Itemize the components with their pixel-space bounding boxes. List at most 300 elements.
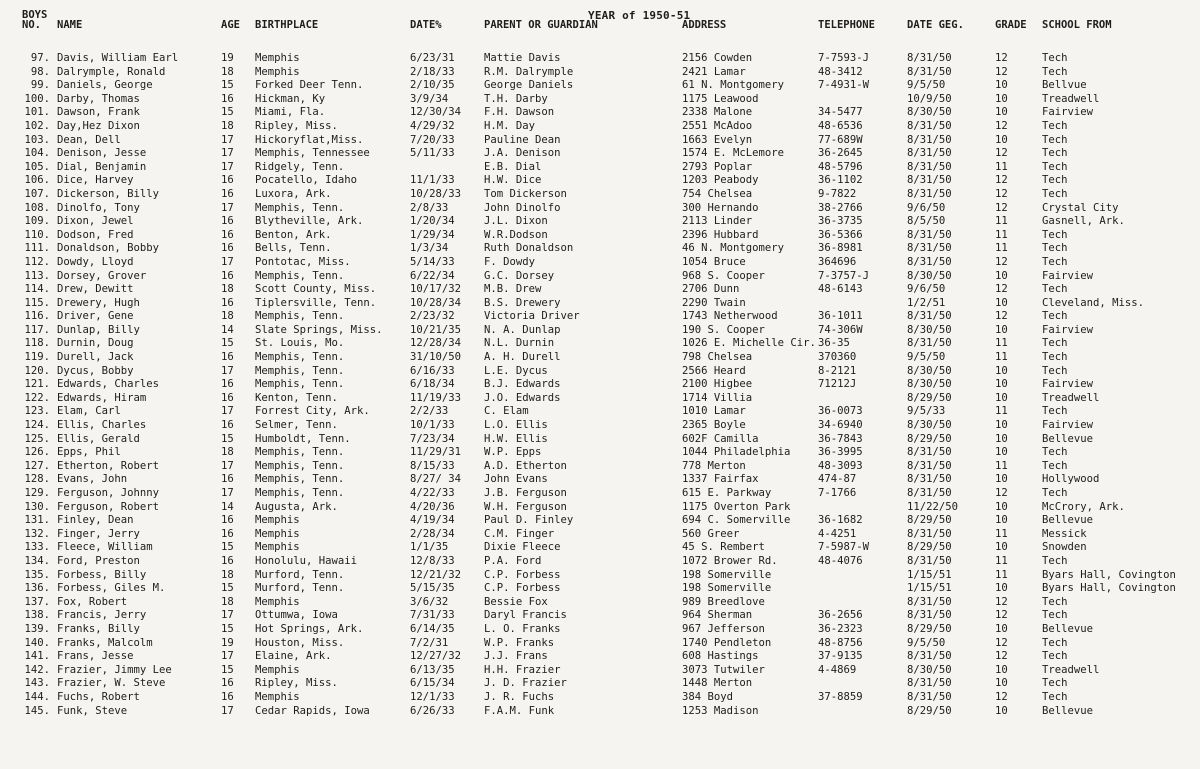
student-name-cell: Ellis, Gerald xyxy=(57,432,140,445)
address-cell: 3073 Tutwiler xyxy=(682,663,765,676)
birthplace-cell: Elaine, Ark. xyxy=(255,650,332,663)
student-name-cell: Ferguson, Johnny xyxy=(57,487,160,499)
table-row xyxy=(0,365,1200,379)
row-number-cell: 105. xyxy=(24,160,50,173)
school-from-cell: Tech xyxy=(1042,446,1068,459)
address-cell: 2100 Higbee xyxy=(682,378,753,391)
grade-cell: 10 xyxy=(995,323,1008,336)
parent-guardian-cell: J. R. Fuchs xyxy=(484,690,555,703)
table-row xyxy=(0,446,1200,460)
telephone-cell: 48-4076 xyxy=(818,554,863,567)
row-number-cell: 108. xyxy=(24,201,50,214)
date-registered-cell: 8/31/50 xyxy=(907,65,952,78)
row-number-cell: 126. xyxy=(24,446,50,459)
school-from-cell: Fairview xyxy=(1042,419,1094,432)
table-row xyxy=(0,691,1200,705)
header-boys: BOYS xyxy=(22,9,48,21)
birthplace-cell: Memphis, Tenn. xyxy=(255,364,345,377)
date-registered-cell: 9/5/50 xyxy=(907,636,946,649)
telephone-cell: 36-8981 xyxy=(818,242,863,255)
age-cell: 17 xyxy=(221,487,234,499)
school-from-cell: Tech xyxy=(1042,650,1068,663)
header-address: ADDRESS xyxy=(682,19,727,31)
parent-guardian-cell: W.P. Franks xyxy=(484,636,555,649)
date-registered-cell: 8/31/50 xyxy=(907,187,952,200)
school-from-cell: Byars Hall, Covington xyxy=(1042,568,1176,581)
birth-date-cell: 7/2/31 xyxy=(410,636,449,649)
row-number-cell: 140. xyxy=(24,636,50,649)
student-name-cell: Francis, Jerry xyxy=(57,609,147,622)
birthplace-cell: Miami, Fla. xyxy=(255,106,326,119)
grade-cell: 12 xyxy=(995,147,1008,160)
parent-guardian-cell: W.H. Ferguson xyxy=(484,500,567,513)
student-name-cell: Forbess, Giles M. xyxy=(57,582,166,595)
row-number-cell: 131. xyxy=(24,514,50,527)
birthplace-cell: Blytheville, Ark. xyxy=(255,215,364,228)
address-cell: 602F Camilla xyxy=(682,432,759,445)
date-registered-cell: 8/31/50 xyxy=(907,446,952,459)
address-cell: 2551 McAdoo xyxy=(682,119,753,132)
birth-date-cell: 4/20/36 xyxy=(410,500,455,513)
address-cell: 754 Chelsea xyxy=(682,187,753,200)
birth-date-cell: 3/9/34 xyxy=(410,92,449,105)
birth-date-cell: 12/30/34 xyxy=(410,106,462,119)
student-name-cell: Fuchs, Robert xyxy=(57,690,140,703)
student-name-cell: Day,Hez Dixon xyxy=(57,119,140,132)
telephone-cell: 36-7843 xyxy=(818,432,863,445)
grade-cell: 10 xyxy=(995,391,1008,404)
telephone-cell: 8-2121 xyxy=(818,364,857,377)
school-from-cell: Tech xyxy=(1042,677,1068,690)
birth-date-cell: 8/27/ 34 xyxy=(410,473,462,486)
address-cell: 964 Sherman xyxy=(682,609,753,622)
age-cell: 16 xyxy=(221,391,234,404)
parent-guardian-cell: C. Elam xyxy=(484,405,529,418)
row-number-cell: 116. xyxy=(24,310,50,323)
student-name-cell: Dawson, Frank xyxy=(57,106,140,119)
parent-guardian-cell: C.P. Forbess xyxy=(484,568,561,581)
telephone-cell: 474-87 xyxy=(818,473,857,486)
school-from-cell: Fairview xyxy=(1042,323,1094,336)
age-cell: 17 xyxy=(221,405,234,418)
age-cell: 16 xyxy=(221,174,234,187)
row-number-cell: 117. xyxy=(24,323,50,336)
age-cell: 17 xyxy=(221,364,234,377)
student-name-cell: Franks, Malcolm xyxy=(57,636,153,649)
age-cell: 18 xyxy=(221,310,234,323)
telephone-cell: 48-8756 xyxy=(818,636,863,649)
date-registered-cell: 8/30/50 xyxy=(907,364,952,377)
parent-guardian-cell: F. Dowdy xyxy=(484,255,536,268)
row-number-cell: 121. xyxy=(24,378,50,391)
date-registered-cell: 1/2/51 xyxy=(907,296,946,309)
parent-guardian-cell: B.S. Drewery xyxy=(484,296,561,309)
date-registered-cell: 8/30/50 xyxy=(907,419,952,432)
birth-date-cell: 1/3/34 xyxy=(410,242,449,255)
row-number-cell: 138. xyxy=(24,609,50,622)
age-cell: 17 xyxy=(221,459,234,472)
date-registered-cell: 8/31/50 xyxy=(907,160,952,173)
birthplace-cell: Murford, Tenn. xyxy=(255,582,345,595)
student-name-cell: Driver, Gene xyxy=(57,310,134,323)
birth-date-cell: 2/10/35 xyxy=(410,79,455,92)
date-registered-cell: 11/22/50 xyxy=(907,500,959,513)
row-number-cell: 128. xyxy=(24,473,50,486)
grade-cell: 11 xyxy=(995,351,1008,364)
table-row xyxy=(0,93,1200,107)
date-registered-cell: 8/31/50 xyxy=(907,133,952,146)
header-date: DATE% xyxy=(410,19,442,31)
date-registered-cell: 8/31/50 xyxy=(907,677,952,690)
parent-guardian-cell: L.E. Dycus xyxy=(484,364,548,377)
age-cell: 18 xyxy=(221,568,234,581)
date-registered-cell: 8/31/50 xyxy=(907,147,952,160)
table-row xyxy=(0,637,1200,651)
telephone-cell: 36-5366 xyxy=(818,228,863,241)
student-name-cell: Ford, Preston xyxy=(57,554,140,567)
row-number-cell: 122. xyxy=(24,391,50,404)
row-number-cell: 133. xyxy=(24,541,50,554)
birth-date-cell: 6/13/35 xyxy=(410,663,455,676)
table-row xyxy=(0,270,1200,284)
parent-guardian-cell: A.D. Etherton xyxy=(484,459,567,472)
school-from-cell: Snowden xyxy=(1042,541,1087,554)
birthplace-cell: Slate Springs, Miss. xyxy=(255,323,383,336)
table-row xyxy=(0,337,1200,351)
school-from-cell: Messick xyxy=(1042,527,1087,540)
parent-guardian-cell: A. H. Durell xyxy=(484,351,561,364)
school-from-cell: Tech xyxy=(1042,310,1068,323)
birth-date-cell: 1/20/34 xyxy=(410,215,455,228)
parent-guardian-cell: R.M. Dalrymple xyxy=(484,65,574,78)
school-from-cell: Tech xyxy=(1042,174,1068,187)
birthplace-cell: Memphis, Tenn. xyxy=(255,269,345,282)
age-cell: 16 xyxy=(221,296,234,309)
age-cell: 19 xyxy=(221,52,234,64)
birth-date-cell: 12/27/32 xyxy=(410,650,462,663)
birthplace-cell: Memphis, Tennessee xyxy=(255,147,370,160)
age-cell: 15 xyxy=(221,663,234,676)
parent-guardian-cell: N.L. Durnin xyxy=(484,337,555,350)
age-cell: 15 xyxy=(221,79,234,92)
grade-cell: 10 xyxy=(995,378,1008,391)
table-row xyxy=(0,324,1200,338)
age-cell: 17 xyxy=(221,133,234,146)
grade-cell: 11 xyxy=(995,554,1008,567)
student-name-cell: Dodson, Fred xyxy=(57,228,134,241)
telephone-cell: 34-6940 xyxy=(818,419,863,432)
address-cell: 2396 Hubbard xyxy=(682,228,759,241)
table-row xyxy=(0,541,1200,555)
date-registered-cell: 9/5/33 xyxy=(907,405,946,418)
age-cell: 18 xyxy=(221,65,234,78)
birth-date-cell: 6/14/35 xyxy=(410,622,455,635)
parent-guardian-cell: J.J. Frans xyxy=(484,650,548,663)
telephone-cell: 37-9135 xyxy=(818,650,863,663)
address-cell: 1203 Peabody xyxy=(682,174,759,187)
birthplace-cell: Kenton, Tenn. xyxy=(255,391,338,404)
student-name-cell: Dinolfo, Tony xyxy=(57,201,140,214)
school-from-cell: Tech xyxy=(1042,119,1068,132)
row-number-cell: 106. xyxy=(24,174,50,187)
date-registered-cell: 8/31/50 xyxy=(907,487,952,499)
row-number-cell: 137. xyxy=(24,595,50,608)
student-name-cell: Dixon, Jewel xyxy=(57,215,134,228)
date-registered-cell: 8/30/50 xyxy=(907,323,952,336)
grade-cell: 10 xyxy=(995,432,1008,445)
student-name-cell: Evans, John xyxy=(57,473,128,486)
table-row xyxy=(0,79,1200,93)
grade-cell: 10 xyxy=(995,79,1008,92)
birthplace-cell: Hickoryflat,Miss. xyxy=(255,133,364,146)
school-from-cell: Treadwell xyxy=(1042,391,1100,404)
grade-cell: 11 xyxy=(995,160,1008,173)
table-row xyxy=(0,174,1200,188)
table-row xyxy=(0,501,1200,515)
grade-cell: 11 xyxy=(995,337,1008,350)
student-name-cell: Dickerson, Billy xyxy=(57,187,160,200)
birthplace-cell: Scott County, Miss. xyxy=(255,283,377,296)
table-row xyxy=(0,569,1200,583)
address-cell: 1740 Pendleton xyxy=(682,636,772,649)
age-cell: 16 xyxy=(221,378,234,391)
address-cell: 1072 Brower Rd. xyxy=(682,554,778,567)
age-cell: 16 xyxy=(221,690,234,703)
grade-cell: 12 xyxy=(995,690,1008,703)
telephone-cell: 7-1766 xyxy=(818,487,857,499)
parent-guardian-cell: Dixie Fleece xyxy=(484,541,561,554)
grade-cell: 12 xyxy=(995,65,1008,78)
birth-date-cell: 6/22/34 xyxy=(410,269,455,282)
grade-cell: 12 xyxy=(995,187,1008,200)
date-registered-cell: 8/31/50 xyxy=(907,595,952,608)
telephone-cell: 36-2323 xyxy=(818,622,863,635)
table-row xyxy=(0,596,1200,610)
date-registered-cell: 8/31/50 xyxy=(907,52,952,64)
grade-cell: 10 xyxy=(995,473,1008,486)
birthplace-cell: Ripley, Miss. xyxy=(255,119,338,132)
grade-cell: 12 xyxy=(995,174,1008,187)
age-cell: 14 xyxy=(221,500,234,513)
student-name-cell: Dorsey, Grover xyxy=(57,269,147,282)
grade-cell: 12 xyxy=(995,636,1008,649)
table-row xyxy=(0,528,1200,542)
age-cell: 15 xyxy=(221,582,234,595)
date-registered-cell: 8/31/50 xyxy=(907,459,952,472)
birth-date-cell: 8/15/33 xyxy=(410,459,455,472)
address-cell: 1574 E. McLemore xyxy=(682,147,785,160)
year-title: YEAR of 1950-51 xyxy=(588,9,691,22)
table-row xyxy=(0,134,1200,148)
birthplace-cell: Memphis, Tenn. xyxy=(255,487,345,499)
parent-guardian-cell: J.O. Edwards xyxy=(484,391,561,404)
student-name-cell: Durnin, Doug xyxy=(57,337,134,350)
grade-cell: 10 xyxy=(995,133,1008,146)
school-from-cell: Bellvue xyxy=(1042,79,1087,92)
row-number-cell: 107. xyxy=(24,187,50,200)
row-number-cell: 99. xyxy=(30,79,50,92)
birth-date-cell: 3/6/32 xyxy=(410,595,449,608)
school-from-cell: Bellevue xyxy=(1042,514,1094,527)
birthplace-cell: Memphis xyxy=(255,690,300,703)
birthplace-cell: Augusta, Ark. xyxy=(255,500,338,513)
address-cell: 1743 Netherwood xyxy=(682,310,778,323)
student-name-cell: Edwards, Charles xyxy=(57,378,160,391)
school-from-cell: Tech xyxy=(1042,595,1068,608)
birthplace-cell: Memphis, Tenn. xyxy=(255,378,345,391)
address-cell: 1714 Villia xyxy=(682,391,753,404)
row-number-cell: 120. xyxy=(24,364,50,377)
parent-guardian-cell: Paul D. Finley xyxy=(484,514,574,527)
date-registered-cell: 10/9/50 xyxy=(907,92,952,105)
age-cell: 16 xyxy=(221,187,234,200)
school-from-cell: Byars Hall, Covington xyxy=(1042,582,1176,595)
student-name-cell: Daniels, George xyxy=(57,79,153,92)
grade-cell: 12 xyxy=(995,119,1008,132)
school-from-cell: Fairview xyxy=(1042,269,1094,282)
school-from-cell: McCrory, Ark. xyxy=(1042,500,1125,513)
birth-date-cell: 11/19/33 xyxy=(410,391,462,404)
date-registered-cell: 8/31/50 xyxy=(907,609,952,622)
birth-date-cell: 4/22/33 xyxy=(410,487,455,499)
address-cell: 2706 Dunn xyxy=(682,283,740,296)
student-name-cell: Darby, Thomas xyxy=(57,92,140,105)
birth-date-cell: 10/28/34 xyxy=(410,296,462,309)
grade-cell: 11 xyxy=(995,459,1008,472)
school-from-cell: Tech xyxy=(1042,609,1068,622)
address-cell: 1663 Evelyn xyxy=(682,133,753,146)
table-row xyxy=(0,582,1200,596)
table-row xyxy=(0,106,1200,120)
school-from-cell: Treadwell xyxy=(1042,663,1100,676)
date-registered-cell: 8/31/50 xyxy=(907,650,952,663)
school-from-cell: Tech xyxy=(1042,337,1068,350)
address-cell: 2290 Twain xyxy=(682,296,746,309)
address-cell: 1175 Leawood xyxy=(682,92,759,105)
age-cell: 18 xyxy=(221,119,234,132)
table-row xyxy=(0,256,1200,270)
birth-date-cell: 12/21/32 xyxy=(410,568,462,581)
date-registered-cell: 8/31/50 xyxy=(907,337,952,350)
date-registered-cell: 8/29/50 xyxy=(907,432,952,445)
row-number-cell: 134. xyxy=(24,554,50,567)
address-cell: 968 S. Cooper xyxy=(682,269,765,282)
row-number-cell: 113. xyxy=(24,269,50,282)
telephone-cell: 7-3757-J xyxy=(818,269,870,282)
table-row xyxy=(0,283,1200,297)
column-header-row xyxy=(0,8,1200,36)
parent-guardian-cell: Ruth Donaldson xyxy=(484,242,574,255)
header-age: AGE xyxy=(221,19,240,31)
date-registered-cell: 8/31/50 xyxy=(907,255,952,268)
school-from-cell: Tech xyxy=(1042,65,1068,78)
address-cell: 384 Boyd xyxy=(682,690,734,703)
header-no: NO. xyxy=(22,19,41,31)
parent-guardian-cell: George Daniels xyxy=(484,79,574,92)
birth-date-cell: 1/1/35 xyxy=(410,541,449,554)
telephone-cell: 7-5987-W xyxy=(818,541,870,554)
student-name-cell: Denison, Jesse xyxy=(57,147,147,160)
age-cell: 18 xyxy=(221,446,234,459)
telephone-cell: 48-3412 xyxy=(818,65,863,78)
row-number-cell: 100. xyxy=(24,92,50,105)
age-cell: 19 xyxy=(221,636,234,649)
table-row xyxy=(0,229,1200,243)
row-number-cell: 114. xyxy=(24,283,50,296)
birthplace-cell: Memphis xyxy=(255,52,300,64)
parent-guardian-cell: L. O. Franks xyxy=(484,622,561,635)
address-cell: 198 Somerville xyxy=(682,582,772,595)
birthplace-cell: Memphis xyxy=(255,541,300,554)
address-cell: 798 Chelsea xyxy=(682,351,753,364)
birth-date-cell: 5/11/33 xyxy=(410,147,455,160)
grade-cell: 12 xyxy=(995,595,1008,608)
student-name-cell: Forbess, Billy xyxy=(57,568,147,581)
address-cell: 2113 Linder xyxy=(682,215,753,228)
row-number-cell: 110. xyxy=(24,228,50,241)
grade-cell: 10 xyxy=(995,446,1008,459)
telephone-cell: 77-689W xyxy=(818,133,863,146)
parent-guardian-cell: C.P. Forbess xyxy=(484,582,561,595)
student-name-cell: Epps, Phil xyxy=(57,446,121,459)
telephone-cell: 36-1011 xyxy=(818,310,863,323)
birth-date-cell: 6/16/33 xyxy=(410,364,455,377)
address-cell: 1448 Merton xyxy=(682,677,753,690)
address-cell: 45 S. Rembert xyxy=(682,541,765,554)
parent-guardian-cell: F.H. Dawson xyxy=(484,106,555,119)
row-number-cell: 115. xyxy=(24,296,50,309)
age-cell: 17 xyxy=(221,147,234,160)
telephone-cell: 74-306W xyxy=(818,323,863,336)
birthplace-cell: Memphis xyxy=(255,514,300,527)
birthplace-cell: Cedar Rapids, Iowa xyxy=(255,704,370,717)
row-number-cell: 125. xyxy=(24,432,50,445)
student-name-cell: Ellis, Charles xyxy=(57,419,147,432)
birth-date-cell: 1/29/34 xyxy=(410,228,455,241)
school-from-cell: Gasnell, Ark. xyxy=(1042,215,1125,228)
birthplace-cell: Hot Springs, Ark. xyxy=(255,622,364,635)
birth-date-cell: 4/29/32 xyxy=(410,119,455,132)
birthplace-cell: St. Louis, Mo. xyxy=(255,337,345,350)
age-cell: 16 xyxy=(221,242,234,255)
student-name-cell: Edwards, Hiram xyxy=(57,391,147,404)
table-row xyxy=(0,460,1200,474)
student-name-cell: Dycus, Bobby xyxy=(57,364,134,377)
student-name-cell: Drewery, Hugh xyxy=(57,296,140,309)
student-name-cell: Davis, William Earl xyxy=(57,52,179,64)
grade-cell: 12 xyxy=(995,310,1008,323)
age-cell: 16 xyxy=(221,351,234,364)
row-number-cell: 112. xyxy=(24,255,50,268)
row-number-cell: 141. xyxy=(24,650,50,663)
student-name-cell: Drew, Dewitt xyxy=(57,283,134,296)
address-cell: 2421 Lamar xyxy=(682,65,746,78)
school-from-cell: Tech xyxy=(1042,364,1068,377)
telephone-cell: 36-35 xyxy=(818,337,850,350)
birth-date-cell: 11/29/31 xyxy=(410,446,462,459)
birth-date-cell: 2/2/33 xyxy=(410,405,449,418)
row-number-cell: 101. xyxy=(24,106,50,119)
table-row xyxy=(0,297,1200,311)
table-row xyxy=(0,514,1200,528)
table-row xyxy=(0,433,1200,447)
birthplace-cell: Pocatello, Idaho xyxy=(255,174,358,187)
grade-cell: 10 xyxy=(995,677,1008,690)
address-cell: 615 E. Parkway xyxy=(682,487,772,499)
row-number-cell: 145. xyxy=(24,704,50,717)
parent-guardian-cell: G.C. Dorsey xyxy=(484,269,555,282)
parent-guardian-cell: P.A. Ford xyxy=(484,554,542,567)
